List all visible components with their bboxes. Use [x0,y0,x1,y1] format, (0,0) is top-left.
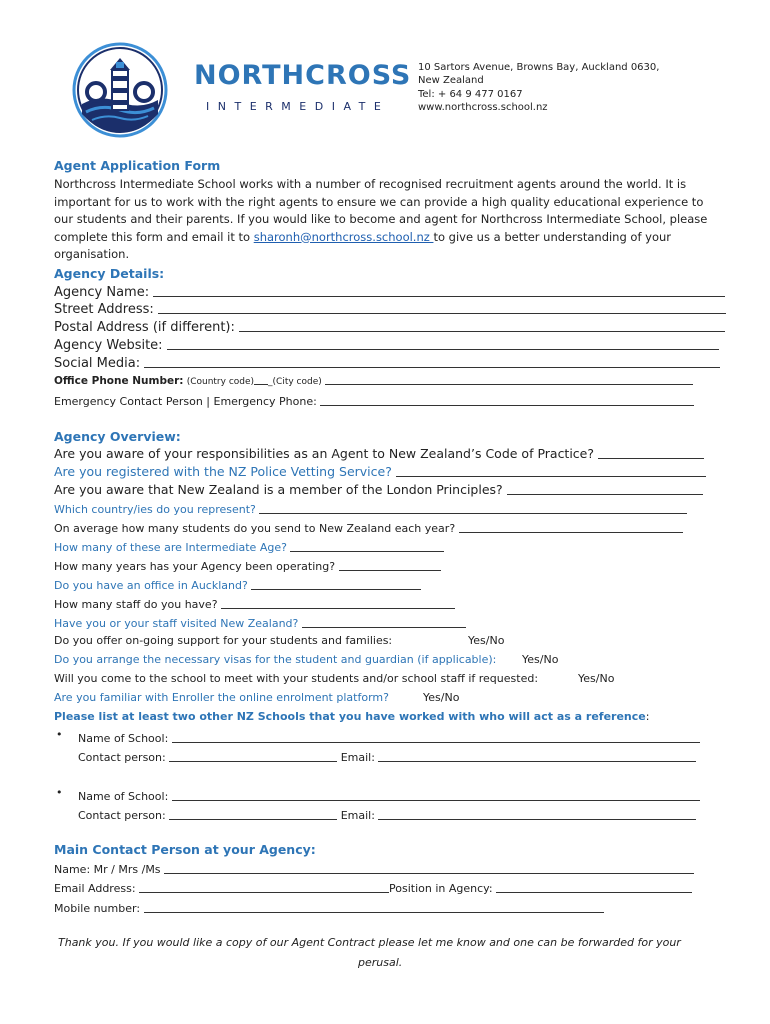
ref2-name-row [78,788,700,803]
contact-email-row [54,880,692,895]
ref2-contact-row [78,807,696,822]
closing-line-2: perusal. [358,956,403,969]
street-address-row [54,301,726,317]
q-students-per-year: On average how many students do you send to New Zealand each year? [54,522,456,535]
ref2-email-field[interactable] [378,808,696,820]
agency-details-heading: Agency Details: [54,266,165,281]
q-code-of-practice-row [54,446,704,461]
q-office-auckland-row [54,577,421,592]
q-students-per-year-answer[interactable] [459,521,683,533]
office-phone-country-field[interactable] [254,375,268,385]
main-contact-heading: Main Contact Person at your Agency: [54,842,316,857]
q-office-auckland-answer[interactable] [251,578,421,590]
q-staff-visited-row [54,615,466,630]
q-years-operating-row [54,558,441,573]
address-line-2: New Zealand [418,75,484,86]
contact-email-label: Email Address: [54,882,136,895]
agency-name-row [54,284,725,300]
telephone: Tel: + 64 9 477 0167 [418,89,523,100]
mobile-row [54,900,604,915]
website: www.northcross.school.nz [418,102,548,113]
contact-email-field[interactable] [139,881,389,893]
intro-paragraph [54,176,714,264]
position-field[interactable] [496,881,692,893]
q-enroller: Are you familiar with Enroller the online enrolment platform? [54,691,389,704]
agency-name-label: Agency Name: [54,285,150,300]
q-visit-school: Will you come to the school to meet with your students and/or school staff if requested: [54,672,539,685]
office-phone-city-hint: _(City code) [268,377,322,387]
agency-website-row [54,337,719,353]
ref2-contact-label: Contact person: [78,809,166,822]
q-office-auckland: Do you have an office in Auckland? [54,579,248,592]
intro-text: Northcross Intermediate School works with a number of recognised recruitment agents around the world. It is important for us to work with the right agents to ensure we can provide a high quality educational experience to our students and their parents. If you would like to become and agent for Northcross Intermediate School, please complete this form and email it to [54,177,708,244]
intro-text-end: to give us a better understanding of your organisation. [54,229,672,261]
school-logo [72,42,412,138]
contact-name-label: Name: Mr / Mrs /Ms [54,863,161,876]
ref1-name-row [78,730,700,745]
logo-name: NORTHCROSS [194,60,412,91]
q-countries: Which country/ies do you represent? [54,503,256,516]
mobile-label: Mobile number: [54,902,141,915]
q-enroller-row [54,691,389,704]
ref2-name-field[interactable] [172,789,700,801]
q-police-vetting: Are you registered with the NZ Police Vetting Service? [54,464,392,479]
social-media-row [54,355,720,371]
q-staff-visited: Have you or your staff visited New Zealand? [54,617,299,630]
visas-yes-no[interactable]: Yes/No [522,653,559,666]
agency-overview-heading: Agency Overview: [54,429,181,444]
logo-subtitle: INTERMEDIATE [206,100,390,113]
office-phone-row [54,374,693,387]
q-london-principles-answer[interactable] [507,483,703,495]
q-code-of-practice-answer[interactable] [598,447,704,459]
ref1-contact-row [78,749,696,764]
ongoing-support-yes-no[interactable]: Yes/No [468,634,505,647]
street-address-label: Street Address: [54,302,154,317]
agency-website-label: Agency Website: [54,338,163,353]
q-intermediate-age-answer[interactable] [290,540,444,552]
ref1-contact-field[interactable] [169,750,337,762]
references-heading: Please list at least two other NZ Schools that you have worked with who will act as a reference [54,710,646,723]
q-visas-row [54,653,496,666]
q-staff-count-answer[interactable] [221,597,455,609]
q-police-vetting-answer[interactable] [396,465,706,477]
ref1-email-label: Email: [340,751,375,764]
postal-address-row [54,319,725,335]
office-phone-country-hint: (Country code) [186,377,255,387]
form-title: Agent Application Form [54,158,221,173]
q-police-vetting-row [54,464,706,479]
q-countries-row [54,501,687,516]
q-staff-count: How many staff do you have? [54,598,218,611]
emergency-contact-row [54,393,694,408]
lighthouse-emblem-icon [72,42,168,138]
references-colon: : [645,710,650,723]
q-london-principles-row [54,482,703,497]
emergency-contact-label: Emergency Contact Person | Emergency Phone: [54,395,317,408]
q-intermediate-age: How many of these are Intermediate Age? [54,541,287,554]
emergency-contact-field[interactable] [320,394,694,406]
contact-name-row [54,861,694,876]
q-staff-visited-answer[interactable] [302,616,466,628]
office-phone-field[interactable] [325,375,693,385]
bullet-icon: • [56,728,63,741]
q-ongoing-support-row [54,634,392,647]
contact-name-field[interactable] [164,862,694,874]
bullet-icon: • [56,786,63,799]
address-line-1: 10 Sartors Avenue, Browns Bay, Auckland 0630, [418,62,660,73]
ref2-name-label: Name of School: [78,790,169,803]
q-code-of-practice: Are you aware of your responsibilities as an Agent to New Zealand’s Code of Practice? [54,446,595,461]
ref1-email-field[interactable] [378,750,696,762]
q-ongoing-support: Do you offer on-going support for your students and families: [54,634,393,647]
q-intermediate-age-row [54,539,444,554]
agency-name-field[interactable] [153,285,725,297]
social-media-label: Social Media: [54,356,141,371]
q-years-operating: How many years has your Agency been operating? [54,560,336,573]
closing-line-1: Thank you. If you would like a copy of our Agent Contract please let me know and one can be forwarded for your [58,936,681,949]
ref1-name-label: Name of School: [78,732,169,745]
q-students-per-year-row [54,520,683,535]
visit-school-yes-no[interactable]: Yes/No [578,672,615,685]
street-address-field[interactable] [158,302,726,314]
mobile-field[interactable] [144,901,604,913]
ref1-contact-label: Contact person: [78,751,166,764]
position-label: Position in Agency: [389,882,493,895]
social-media-field[interactable] [144,356,720,368]
ref2-email-label: Email: [340,809,375,822]
postal-address-label: Postal Address (if different): [54,320,235,335]
ref2-contact-field[interactable] [169,808,337,820]
q-years-operating-answer[interactable] [339,559,441,571]
agency-website-field[interactable] [167,338,719,350]
q-visit-school-row [54,672,538,685]
office-phone-label: Office Phone Number: [54,375,184,387]
q-countries-answer[interactable] [259,502,687,514]
ref1-name-field[interactable] [172,731,700,743]
q-staff-count-row [54,596,455,611]
enroller-yes-no[interactable]: Yes/No [423,691,460,704]
q-visas: Do you arrange the necessary visas for the student and guardian (if applicable): [54,653,497,666]
q-london-principles: Are you aware that New Zealand is a member of the London Principles? [54,482,503,497]
postal-address-field[interactable] [239,320,725,332]
email-link[interactable]: sharonh@northcross.school.nz [253,229,434,244]
references-heading-row [54,710,649,723]
